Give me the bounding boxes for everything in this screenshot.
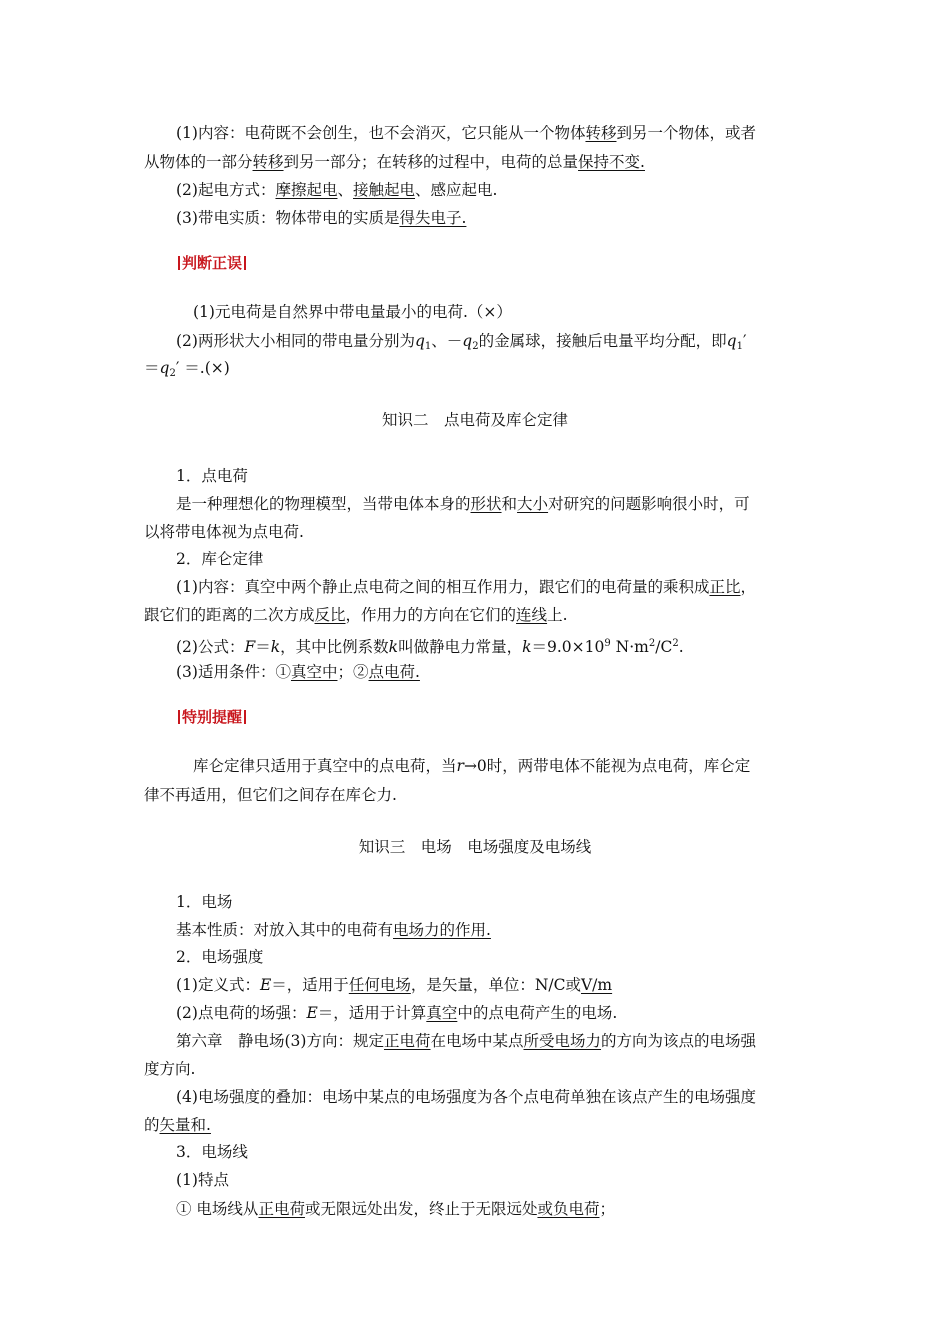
judge-tag: 判断正误 <box>176 253 248 273</box>
content-line-2: 从物体的一部分转移到另一部分；在转移的过程中，电荷的总量保持不变. <box>144 153 645 171</box>
judge-item-1: (1)元电荷是自然界中带电量最小的电荷.（×） <box>193 303 512 321</box>
field-lines-heading: 3．电场线 <box>176 1143 248 1161</box>
superposition-1: (4)电场强度的叠加：电场中某点的电场强度为各个点电荷单独在该点产生的电场强度 <box>176 1088 756 1106</box>
point-charge-def-1: 是一种理想化的物理模型，当带电体本身的形状和大小对研究的问题影响很小时，可 <box>176 495 750 513</box>
field-direction-2: 度方向. <box>144 1060 196 1078</box>
coulomb-heading: 2．库仑定律 <box>176 550 264 568</box>
judge-item-2: (2)两形状大小相同的带电量分别为$q_1$、$-q_2$的金属球，接触后电量平均分配，即$q_1'$ <box>176 332 747 352</box>
coulomb-content-1: (1)内容：真空中两个静止点电荷之间的相互作用力，跟它们的电荷量的乘积成正比， <box>176 578 756 596</box>
point-charge-def-2: 以将带电体视为点电荷. <box>144 523 304 541</box>
judge-item-2-cont: $=q_2'$ ＝.(×) <box>144 359 230 379</box>
note-line-1: 库仑定律只适用于真空中的点电荷，当r→0时，两带电体不能视为点电荷，库仑定 <box>193 757 751 775</box>
coulomb-formula: (2)公式：F＝k，其中比例系数k叫做静电力常量，$k=9.0\times 10^9$ $N\cdot m^2/C^2$. <box>176 638 684 656</box>
point-charge-field: (2)点电荷的场强：E＝，适用于计算真空中的点电荷产生的电场. <box>176 1004 618 1022</box>
coulomb-content-2: 跟它们的距离的二次方成反比，作用力的方向在它们的连线上. <box>144 606 568 624</box>
coulomb-conditions: (3)适用条件：①真空中；②点电荷. <box>176 663 420 681</box>
note-line-2: 律不再适用，但它们之间存在库仑力. <box>144 786 397 804</box>
heading-knowledge-2: 知识二 点电荷及库仑定律 <box>381 411 568 429</box>
field-basic-property: 基本性质：对放入其中的电荷有电场力的作用. <box>176 921 491 939</box>
field-lines-feature-1: ① 电场线从正电荷或无限远处出发，终止于无限远处或负电荷； <box>176 1200 615 1218</box>
intensity-definition: (1)定义式：E＝，适用于任何电场，是矢量，单位：N/C或V/m <box>176 976 613 994</box>
field-direction-1: 第六章 静电场(3)方向：规定正电荷在电场中某点所受电场力的方向为该点的电场强 <box>176 1032 757 1050</box>
field-lines-features: (1)特点 <box>176 1171 229 1189</box>
charging-essence: (3)带电实质：物体带电的实质是得失电子. <box>176 209 467 227</box>
superposition-2: 的矢量和. <box>144 1116 211 1134</box>
content-line-1: (1)内容：电荷既不会创生，也不会消灭，它只能从一个物体转移到另一个物体，或者 <box>176 124 756 142</box>
heading-knowledge-3: 知识三 电场 电场强度及电场线 <box>358 838 592 856</box>
intensity-heading: 2．电场强度 <box>176 948 264 966</box>
special-note-tag: 特别提醒 <box>176 707 248 727</box>
field-heading: 1．电场 <box>176 893 233 911</box>
point-charge-heading: 1．点电荷 <box>176 467 248 485</box>
charging-methods: (2)起电方式：摩擦起电、接触起电、感应起电. <box>176 181 498 199</box>
